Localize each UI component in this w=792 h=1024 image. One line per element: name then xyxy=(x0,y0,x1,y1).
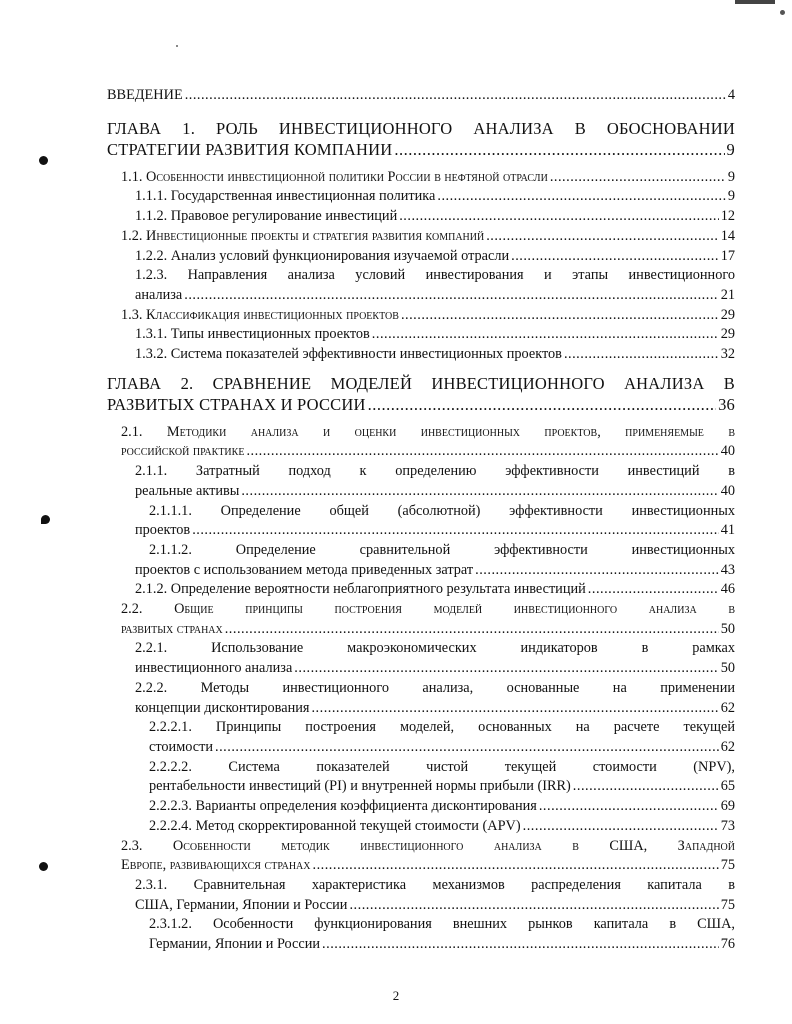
toc-entry-title: 1.3.1. Типы инвестиционных проектов xyxy=(135,326,370,343)
toc-entry-title-cont: США, Германии, Японии и России xyxy=(135,896,348,913)
toc-entry-page: 43 xyxy=(720,561,735,578)
toc-entry xyxy=(135,541,735,580)
toc-entry-title: ГЛАВА 2. СРАВНЕНИЕ МОДЕЛЕЙ ИНВЕСТИЦИОННОГО АНАЛИЗА В xyxy=(107,373,735,393)
dot-leader xyxy=(511,247,719,267)
toc-entry-title-cont: стоимости xyxy=(149,738,214,755)
toc-entry xyxy=(121,227,735,247)
dot-leader xyxy=(588,580,719,600)
toc-entry-title-cont: проектов с использованием метода приведенных затрат xyxy=(135,561,474,578)
dot-leader xyxy=(564,345,719,365)
toc-entry-title-cont: Германии, Японии и России xyxy=(149,936,321,953)
dot-leader xyxy=(539,797,719,817)
dot-leader xyxy=(523,817,719,837)
toc-entry-title: 2.1.1.1. Определение общей (абсолютной) эффективности инвестиционных xyxy=(149,502,735,519)
toc-entry xyxy=(135,266,735,305)
toc-entry-page: 50 xyxy=(720,620,735,637)
toc-entry-page: 46 xyxy=(720,581,735,598)
toc-entry-title: 2.2.2.3. Варианты определения коэффициента дисконтирования xyxy=(149,798,537,815)
toc-entry-title: 1.3. Классификация инвестиционных проектов xyxy=(121,306,399,323)
toc-entry-page: 9 xyxy=(726,139,735,159)
toc-entry-title-cont: рентабельности инвестиций (PI) и внутренней нормы прибыли (IRR) xyxy=(149,778,571,795)
toc-entry-page: 29 xyxy=(720,306,735,323)
dot-leader xyxy=(399,207,718,227)
table-of-contents xyxy=(107,86,735,955)
toc-entry-title: 2.1.1. Затратный подход к определению эффективности инвестиций в xyxy=(135,463,735,480)
toc-entry xyxy=(135,462,735,501)
toc-entry-title: 2.1.2. Определение вероятности неблагоприятного результата инвестиций xyxy=(135,581,586,598)
toc-entry-title: 1.1.1. Государственная инвестиционная политика xyxy=(135,188,436,205)
toc-entry-page: 76 xyxy=(720,936,735,953)
toc-entry xyxy=(121,600,735,639)
dot-leader xyxy=(349,896,718,916)
toc-entry-page: 9 xyxy=(727,168,735,185)
toc-entry xyxy=(107,86,735,106)
dot-leader xyxy=(475,561,719,581)
toc-entry-title: 2.2. Общие принципы построения моделей инвестиционного анализа в xyxy=(121,601,735,618)
toc-entry-page: 4 xyxy=(727,87,735,103)
toc-entry-title: 2.2.2. Методы инвестиционного анализа, основанные на применении xyxy=(135,679,735,696)
toc-entry xyxy=(135,345,735,365)
toc-entry-title: 1.2.2. Анализ условий функционирования изучаемой отрасли xyxy=(135,247,510,264)
toc-entry-page: 69 xyxy=(720,798,735,815)
toc-entry-title-cont: Европе, развивающихся странах xyxy=(121,857,311,874)
margin-bullet xyxy=(39,156,48,165)
scan-artifact xyxy=(176,45,178,47)
toc-entry-title: 1.1. Особенности инвестиционной политики России в нефтяной отрасли xyxy=(121,168,548,185)
dot-leader xyxy=(550,168,726,188)
scan-artifact xyxy=(735,0,775,4)
dot-leader xyxy=(241,482,718,502)
toc-entry-page: 40 xyxy=(720,443,735,460)
toc-entry-title-cont: анализа xyxy=(135,286,183,303)
toc-entry xyxy=(135,502,735,541)
toc-entry-title: 2.2.2.4. Метод скорректированной текущей стоимости (APV) xyxy=(149,817,521,834)
toc-entry-title: 1.2. Инвестиционные проекты и стратегия развития компаний xyxy=(121,227,485,244)
toc-entry-title: ВВЕДЕНИЕ xyxy=(107,87,183,103)
toc-entry xyxy=(121,306,735,326)
toc-entry xyxy=(135,580,735,600)
toc-entry xyxy=(135,876,735,915)
margin-bullet xyxy=(39,862,48,871)
toc-entry-page: 9 xyxy=(727,188,735,205)
toc-entry-title: 2.2.2.2. Система показателей чистой текущей стоимости (NPV), xyxy=(149,758,735,775)
scan-artifact xyxy=(780,10,785,15)
toc-entry-page: 21 xyxy=(720,286,735,303)
dot-leader xyxy=(368,394,717,415)
dot-leader xyxy=(215,738,719,758)
dot-leader xyxy=(573,777,719,797)
margin-bullet xyxy=(41,515,50,524)
toc-entry-title: 2.1.1.2. Определение сравнительной эффективности инвестиционных xyxy=(149,541,735,558)
toc-entry-page: 40 xyxy=(720,482,735,499)
dot-leader xyxy=(401,306,719,326)
dot-leader xyxy=(372,325,719,345)
toc-entry-title: 2.3.1. Сравнительная характеристика механизмов распределения капитала в xyxy=(135,876,735,893)
toc-entry-page: 65 xyxy=(720,778,735,795)
toc-entry xyxy=(135,207,735,227)
toc-entry-page: 32 xyxy=(720,346,735,363)
toc-entry-title-cont: проектов xyxy=(135,522,191,539)
toc-entry xyxy=(135,325,735,345)
toc-entry-title-cont: реальные активы xyxy=(135,482,240,499)
toc-entry-title: 1.3.2. Система показателей эффективности инвестиционных проектов xyxy=(135,346,562,363)
toc-entry-title: 2.2.1. Использование макроэкономических индикаторов в рамках xyxy=(135,640,735,657)
toc-entry-title-cont: инвестиционного анализа xyxy=(135,660,293,677)
toc-entry xyxy=(149,758,735,797)
toc-entry-title: 2.2.2.1. Принципы построения моделей, основанных на расчете текущей xyxy=(149,719,735,736)
dot-leader xyxy=(185,86,726,106)
toc-entry xyxy=(149,915,735,954)
toc-entry-title: ГЛАВА 1. РОЛЬ ИНВЕСТИЦИОННОГО АНАЛИЗА В ОБОСНОВАНИИ xyxy=(107,118,735,138)
dot-leader xyxy=(486,227,719,247)
toc-entry xyxy=(121,423,735,462)
toc-entry-title-cont: развитых странах xyxy=(121,620,223,637)
page-number: 2 xyxy=(392,988,400,1003)
toc-chapter-entry xyxy=(107,373,735,415)
toc-entry xyxy=(135,639,735,678)
toc-entry-page: 17 xyxy=(720,247,735,264)
dot-leader xyxy=(322,935,719,955)
toc-entry-page: 29 xyxy=(720,326,735,343)
toc-entry-title: 2.3. Особенности методик инвестиционного анализа в США, Западной xyxy=(121,837,735,854)
toc-entry-page: 75 xyxy=(720,857,735,874)
toc-entry-title-cont: РАЗВИТЫХ СТРАНАХ И РОССИИ xyxy=(107,394,366,414)
dot-leader xyxy=(192,521,719,541)
toc-entry-page: 41 xyxy=(720,522,735,539)
dot-leader xyxy=(246,442,718,462)
toc-entry-title: 2.1. Методики анализа и оценки инвестиционных проектов, применяемые в xyxy=(121,423,735,440)
toc-entry xyxy=(135,247,735,267)
toc-entry xyxy=(149,797,735,817)
toc-entry xyxy=(135,187,735,207)
dot-leader xyxy=(184,286,718,306)
dot-leader xyxy=(311,699,718,719)
toc-entry-title: 1.1.2. Правовое регулирование инвестиций xyxy=(135,208,398,225)
toc-entry-title-cont: российской практике xyxy=(121,443,245,460)
toc-entry-page: 12 xyxy=(720,208,735,225)
toc-entry-title: 2.3.1.2. Особенности функционирования внешних рынков капитала в США, xyxy=(149,916,735,933)
toc-entry xyxy=(121,168,735,188)
toc-entry-page: 75 xyxy=(720,896,735,913)
dot-leader xyxy=(225,620,719,640)
dot-leader xyxy=(394,139,724,160)
toc-entry-page: 36 xyxy=(718,394,735,414)
dot-leader xyxy=(294,659,718,679)
toc-entry-title-cont: СТРАТЕГИИ РАЗВИТИЯ КОМПАНИИ xyxy=(107,139,393,159)
toc-entry xyxy=(135,679,735,718)
toc-entry xyxy=(149,718,735,757)
toc-entry-title: 1.2.3. Направления анализа условий инвестирования и этапы инвестиционного xyxy=(135,267,735,284)
toc-entry-page: 14 xyxy=(720,227,735,244)
toc-entry-page: 73 xyxy=(720,817,735,834)
toc-entry-title-cont: концепции дисконтирования xyxy=(135,699,310,716)
dot-leader xyxy=(313,856,719,876)
dot-leader xyxy=(437,187,725,207)
toc-entry xyxy=(121,837,735,876)
toc-entry-page: 50 xyxy=(720,660,735,677)
toc-chapter-entry xyxy=(107,118,735,160)
toc-entry-page: 62 xyxy=(720,738,735,755)
toc-entry xyxy=(149,817,735,837)
toc-entry-page: 62 xyxy=(720,699,735,716)
